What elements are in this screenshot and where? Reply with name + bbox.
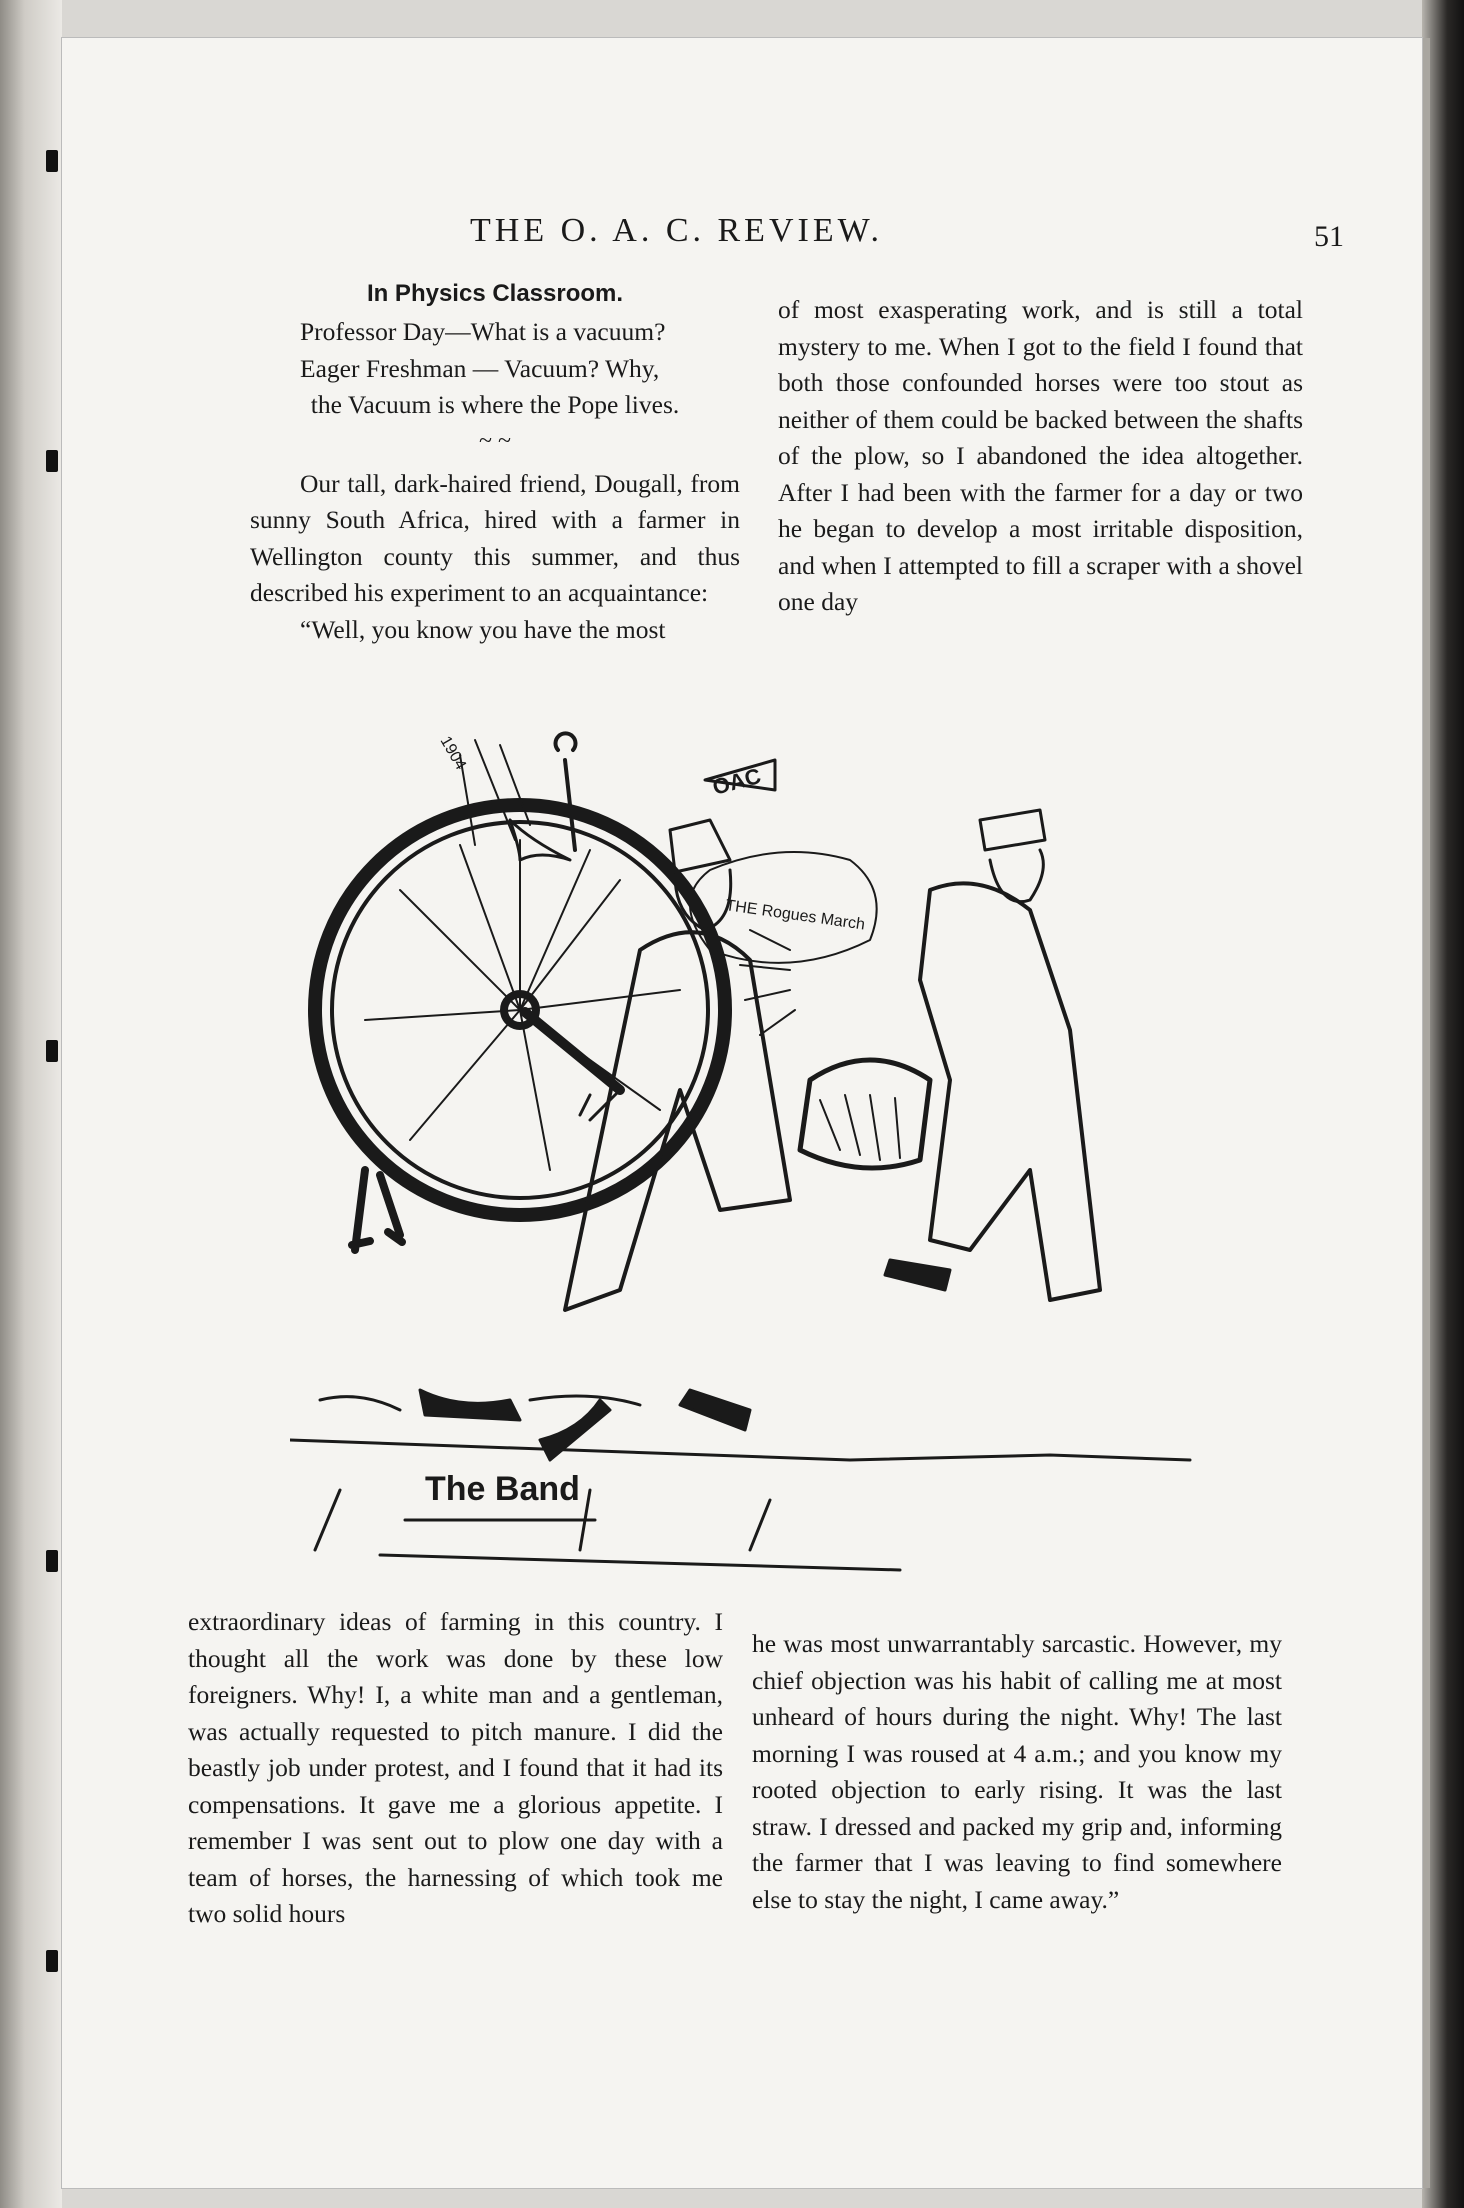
book-binding-left bbox=[0, 0, 62, 2208]
binding-stitch bbox=[46, 1550, 58, 1572]
book-binding-right bbox=[1422, 0, 1464, 2208]
drumstick bbox=[525, 1012, 620, 1090]
body-paragraph: extraordinary ideas of farming in this country. I thought all the work was done by these low foreigners. Why! I, a white man and a gentleman, was actually requested to pitch manure. I did the beastly job under protest, and I found that it had its compensations. It gave me a glorious appetite. I remember I was sent out to plow one day with a team of horses, the harnessing of which took me two solid hours bbox=[188, 1607, 723, 1928]
column-bottom-right bbox=[752, 1626, 1282, 1918]
band-cartoon-drawing bbox=[290, 700, 1200, 1590]
binding-stitch bbox=[46, 450, 58, 472]
snare-drummer bbox=[740, 810, 1100, 1300]
binding-stitch bbox=[46, 1950, 58, 1972]
quote-start: “Well, you know you have the most bbox=[300, 614, 666, 644]
binding-stitch bbox=[46, 150, 58, 172]
page-header bbox=[0, 212, 1464, 256]
bass-drum bbox=[315, 733, 725, 1250]
running-title: THE O. A. C. REVIEW. bbox=[470, 212, 884, 249]
pennant-text: OAC bbox=[709, 763, 764, 800]
column-top-right bbox=[778, 292, 1303, 621]
section-heading: In Physics Classroom. bbox=[366, 280, 624, 307]
section-ornament: ~ ~ bbox=[479, 427, 511, 454]
joke-line: the Vacuum is where the Pope lives. bbox=[310, 390, 680, 419]
bass-drummer bbox=[420, 740, 790, 1460]
body-paragraph: of most exasperating work, and is still a total mystery to me. When I got to the field I found that both those confounded horses were too stout as neither of them could be backed between the shafts of the plow, so I abandoned the idea altogether. After I had been with the farmer for a day or two he began to develop a most irritable disposition, and when I attempted to fill a scraper with a shovel one day bbox=[778, 295, 1303, 616]
joke-line: Eager Freshman — Vacuum? Why, bbox=[300, 353, 660, 383]
body-paragraph: he was most unwarrantably sarcastic. However, my chief objection was his habit of calling me at most unheard of hours during the night. Why! The last morning I was roused at 4 a.m.; and you know my rooted objection to early rising. It was the last straw. I dressed and packed my grip and, informing the farmer that I was leaving to find somewhere else to stay the night, I came away.” bbox=[752, 1629, 1282, 1914]
joke-line: Professor Day—What is a vacuum? bbox=[300, 317, 666, 346]
cartoon-illustration bbox=[290, 700, 1200, 1590]
column-bottom-left bbox=[188, 1604, 723, 1933]
drum-scribble: 1904 bbox=[436, 733, 470, 773]
music-sheet-text: THE Rogues March bbox=[724, 897, 866, 934]
story-intro-paragraph: Our tall, dark-haired friend, Dougall, from sunny South Africa, hired with a farmer in Wellington county this summer, and thus described his experiment to an acquaintance: bbox=[250, 468, 740, 607]
binding-stitch bbox=[46, 1040, 58, 1062]
column-top-left bbox=[250, 276, 740, 648]
illustration-caption: The Band bbox=[425, 1470, 580, 1508]
page-number: 51 bbox=[1314, 220, 1344, 253]
